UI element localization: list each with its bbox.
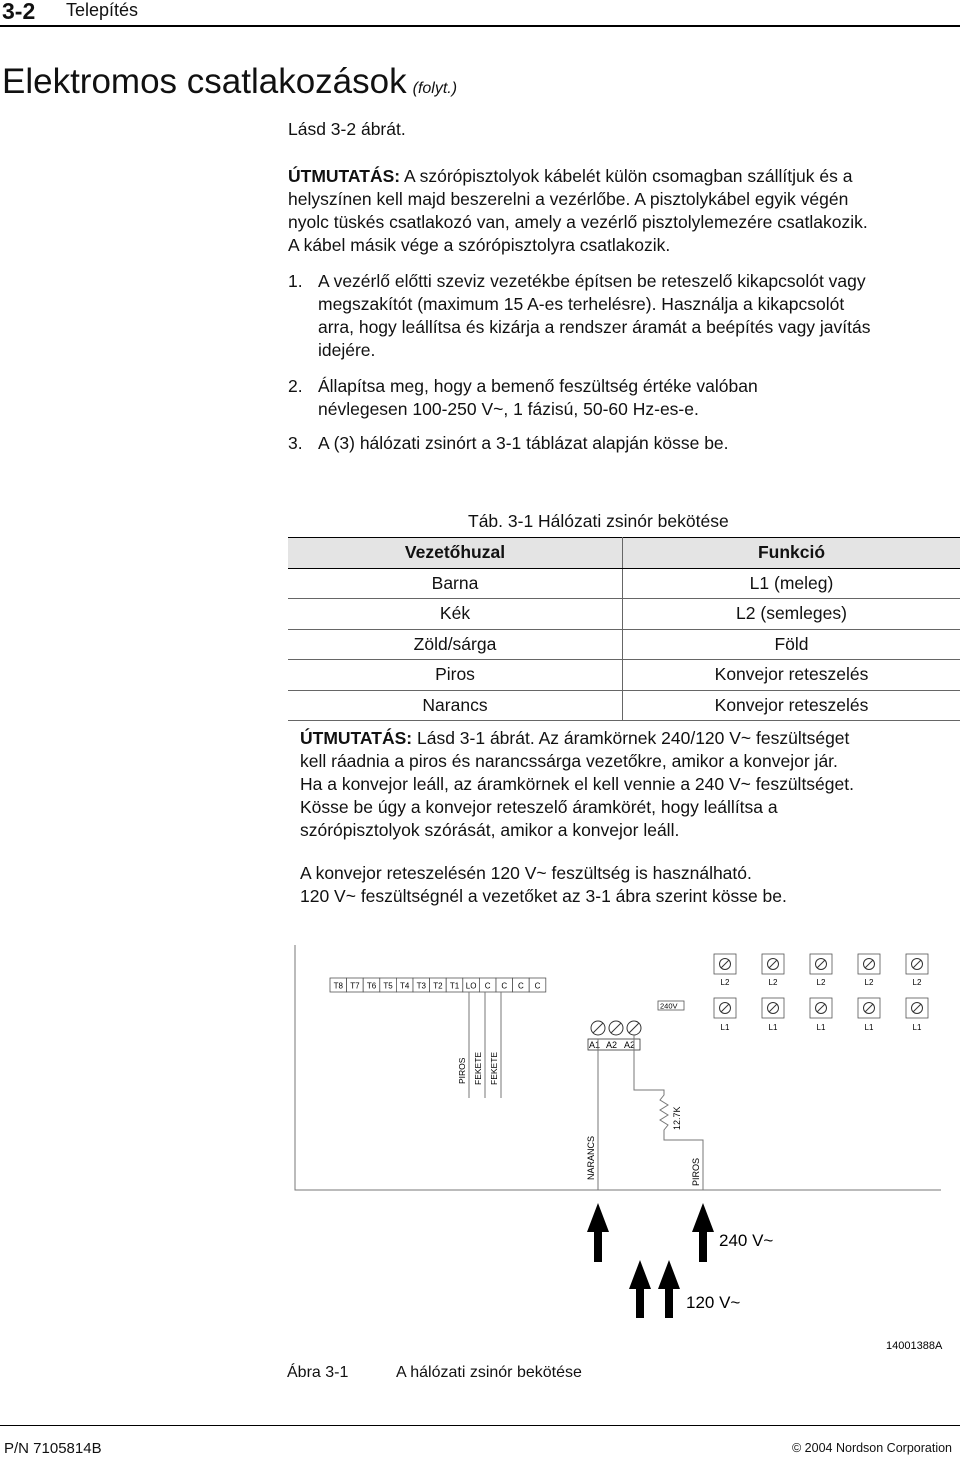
steps-list <box>0 270 960 460</box>
l-terminal-blocks <box>714 954 928 1032</box>
l2-label: L2 <box>816 978 826 987</box>
page-title-main: Elektromos csatlakozások <box>2 62 407 101</box>
l2-label: L2 <box>912 978 922 987</box>
arrow-up-icon <box>629 1260 651 1318</box>
wire-label: FEKETE <box>489 1051 499 1085</box>
terminal-label: C <box>518 981 524 991</box>
note-1-line: ÚTMUTATÁS: A szórópisztolyok kábelét külön csomagban szállítjuk és a <box>288 166 853 186</box>
voltage-tag: 240V <box>660 1001 678 1011</box>
l1-label: L1 <box>912 1023 922 1032</box>
intro-text: Lásd 3-2 ábrát. <box>288 119 406 139</box>
footer-rule <box>0 1425 960 1426</box>
terminal-label: C <box>501 981 508 991</box>
terminal-label: C <box>534 981 541 991</box>
page-number: 3-2 <box>2 0 36 24</box>
terminal-label: T3 <box>416 981 426 991</box>
a-label: A1 <box>589 1040 601 1050</box>
note-1-line: nyolc tüskés csatlakozó van, amely a vezérlő pisztolylemezére csatlakozik. <box>288 212 868 232</box>
table-row: Kék L2 (semleges) <box>288 599 960 630</box>
terminal-label: C <box>484 981 491 991</box>
step-3-text: A (3) hálózati zsinórt a 3-1 táblázat alapján kösse be. <box>318 433 729 453</box>
a-terminals <box>588 1021 641 1050</box>
table-row: Narancs Konvejor reteszelés <box>288 690 960 721</box>
page-title-sub: (folyt.) <box>412 80 458 97</box>
drawing-id: 14001388A <box>886 1340 943 1352</box>
arrow-up-icon <box>658 1260 680 1318</box>
section-title: Telepítés <box>66 0 139 20</box>
column-header: Vezetőhuzal <box>288 538 623 569</box>
note-1 <box>288 165 956 257</box>
table-row: Zöld/sárga Föld <box>288 629 960 660</box>
terminal-label: T6 <box>366 981 377 991</box>
terminal-label: T2 <box>433 981 443 991</box>
resistor-label: 12.7K <box>672 1106 682 1130</box>
note-1-label: ÚTMUTATÁS: <box>288 166 401 186</box>
wiring-diagram <box>288 940 960 1360</box>
note-2-label: ÚTMUTATÁS: <box>300 728 413 748</box>
terminal-strip <box>330 978 546 992</box>
note-2: ÚTMUTATÁS: Lásd 3-1 ábrát. Az áramkörnek 240/120 V~ feszültséget kell ráadnia a piros és narancssárga vezetőkre, amikor a konvejor jár. Ha a konvejor leáll, az áramkörnek el kell vennie a 240 V~ feszültséget. Kösse be úgy a konvejor reteszelő áramkörét, hogy leállítsa a szórópisztolyok szórását, amikor a konvejor leáll. A konvejor reteszelésén 120 V~ feszültség is használható. 120 V~ feszültségnél a vezetőket az 3-1 ábra szerint kösse be. <box>300 728 854 906</box>
figure-label: Ábra 3-1 <box>287 1364 349 1381</box>
wire-label: FEKETE <box>473 1051 483 1085</box>
l1-label: L1 <box>816 1023 826 1032</box>
wiring-table <box>288 537 960 721</box>
wire-label-piros: PIROS <box>691 1157 701 1186</box>
l1-label: L1 <box>720 1023 730 1032</box>
arrow-up-icon <box>692 1203 714 1262</box>
table-row: Barna L1 (meleg) <box>288 568 960 599</box>
voltage-240-label: 240 V~ <box>719 1231 774 1250</box>
figure-title: A hálózati zsinór bekötése <box>396 1364 582 1381</box>
terminal-label: LO <box>465 981 477 991</box>
step-number: 1. <box>288 271 303 291</box>
wire-label-narancs: NARANCS <box>586 1135 596 1180</box>
step-1-text: A vezérlő előtti szeviz vezetékbe építsen be reteszelő kikapcsolót vagy megszakítót (maximum 15 A-es terhelésre). Használja a kikapcsolót arra, hogy leállítsa és kizárja a rendszer áramát a beépítés vagy javítás idejére. <box>318 271 871 360</box>
voltage-120-label: 120 V~ <box>686 1293 741 1312</box>
table-caption: Táb. 3-1 Hálózati zsinór bekötése <box>468 511 729 531</box>
copyright: © 2004 Nordson Corporation <box>792 1441 952 1455</box>
column-header: Funkció <box>623 538 960 569</box>
note-1-line: A kábel másik vége a szórópisztolyra csatlakozik. <box>288 235 671 255</box>
page-title <box>2 62 457 102</box>
table-header-row <box>288 538 960 569</box>
terminal-label: T4 <box>400 981 410 991</box>
arrow-up-icon <box>587 1203 609 1262</box>
a-label: A2 <box>624 1040 636 1050</box>
terminal-label: T1 <box>449 981 460 991</box>
a-label: A2 <box>606 1040 618 1050</box>
l1-label: L1 <box>864 1023 874 1032</box>
l2-label: L2 <box>768 978 778 987</box>
l2-label: L2 <box>864 978 874 987</box>
terminal-label: T5 <box>383 981 393 991</box>
step-2-text: Állapítsa meg, hogy a bemenő feszültség értéke valóban névlegesen 100-250 V~, 1 fázisú, 50-60 Hz-es-e. <box>318 376 758 419</box>
step-number: 3. <box>288 433 303 453</box>
wire-label: PIROS <box>457 1057 467 1084</box>
header-rule <box>0 25 960 27</box>
terminal-label: T8 <box>333 981 343 991</box>
step-number: 2. <box>288 376 303 396</box>
l2-label: L2 <box>720 978 730 987</box>
terminal-label: T7 <box>350 981 360 991</box>
part-number: P/N 7105814B <box>4 1440 102 1457</box>
note-1-line: helyszínen kell majd beszerelni a vezérlőbe. A pisztolykábel egyik végén <box>288 189 849 209</box>
l1-label: L1 <box>768 1023 778 1032</box>
table-row: Piros Konvejor reteszelés <box>288 660 960 691</box>
